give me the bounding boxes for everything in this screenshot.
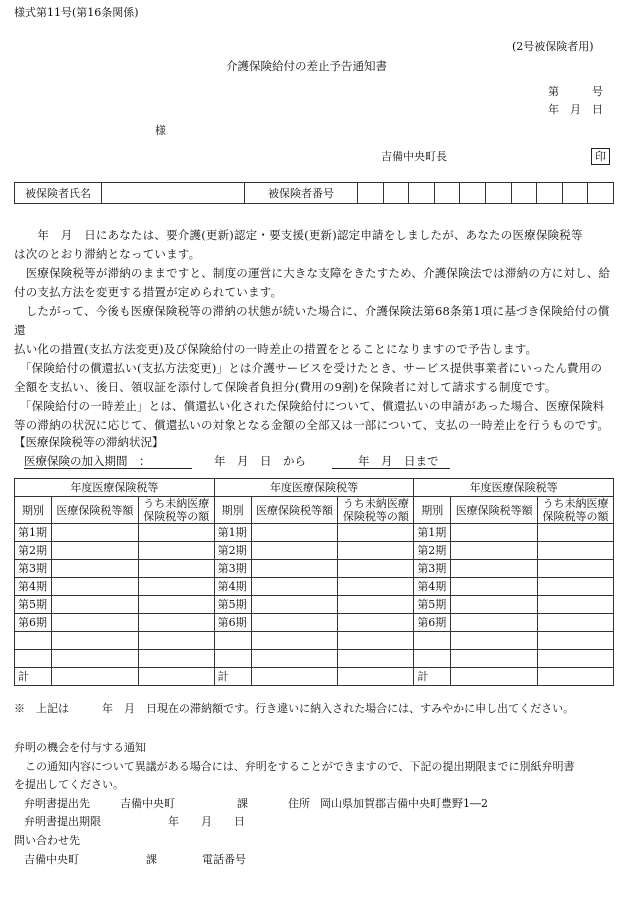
unpaid-amount-cell[interactable] (338, 542, 414, 560)
amount-cell[interactable] (51, 668, 138, 686)
unpaid-amount-cell[interactable] (338, 578, 414, 596)
period-label: 第2期 (214, 542, 251, 560)
period-label: 第4期 (214, 578, 251, 596)
period-label: 第1期 (214, 524, 251, 542)
amount-cell[interactable] (51, 542, 138, 560)
contact-section: 課 (146, 853, 157, 866)
insured-category: (2号被保険者用) (512, 40, 594, 53)
period-row (15, 560, 614, 578)
body-line: 「保険給付の一時差止」とは、償還払い化された保険給付について、償還払いの申請があった場合、医療保険料 (14, 399, 605, 413)
submission-destination-label: 弁明書提出先 (24, 797, 90, 810)
opportunity-heading: 弁明の機会を付与する通知 (14, 741, 146, 754)
period-label: 第6期 (15, 614, 52, 632)
col-unpaid-header: うち未納医療 保険税等の額 (538, 497, 614, 524)
col-amount-header: 医療保険税等額 (251, 497, 338, 524)
insured-name-field[interactable] (102, 183, 245, 204)
period-from: 年 月 日 から (214, 454, 306, 468)
period-label: 第1期 (15, 524, 52, 542)
seal-mark: 印 (591, 148, 610, 165)
insured-number-digit[interactable] (562, 183, 588, 204)
unpaid-amount-cell[interactable] (538, 632, 614, 650)
fiscal-year-header: 年度医療保険税等 (414, 479, 614, 497)
period-row (15, 578, 614, 596)
contact-phone-label: 電話番号 (202, 853, 246, 866)
addressee-suffix: 様 (155, 124, 166, 137)
insured-number-digit[interactable] (537, 183, 563, 204)
col-period-header: 期別 (214, 497, 251, 524)
insured-number-digit[interactable] (511, 183, 537, 204)
unpaid-amount-cell[interactable] (338, 650, 414, 668)
unpaid-amount-cell[interactable] (138, 650, 214, 668)
unpaid-amount-cell[interactable] (138, 614, 214, 632)
unpaid-amount-cell[interactable] (538, 614, 614, 632)
period-label: 第5期 (214, 596, 251, 614)
amount-cell[interactable] (451, 560, 538, 578)
period-label: 第3期 (15, 560, 52, 578)
fiscal-year-header: 年度医療保険税等 (15, 479, 215, 497)
unpaid-amount-cell[interactable] (338, 560, 414, 578)
period-row (15, 614, 614, 632)
amount-cell[interactable] (251, 596, 338, 614)
period-label (414, 632, 451, 650)
amount-cell[interactable] (51, 596, 138, 614)
amount-cell[interactable] (51, 578, 138, 596)
period-label: 第6期 (214, 614, 251, 632)
period-row (15, 596, 614, 614)
unpaid-amount-cell[interactable] (338, 632, 414, 650)
body-line: 等の滞納の状況に応じて、償還払いの対象となる金額の全部又は一部について、支払の一時差止を行うものです。 (14, 418, 610, 432)
body-line: 「保険給付の償還払い(支払方法変更)」とは介護サービスを受けたとき、サービス提供事業者にいったん費用の (14, 361, 603, 375)
period-label (214, 650, 251, 668)
unpaid-amount-cell[interactable] (138, 668, 214, 686)
body-line: 付の支払方法を変更する措置が定められています。 (14, 285, 283, 299)
unpaid-amount-cell[interactable] (138, 632, 214, 650)
insured-number-digit[interactable] (485, 183, 511, 204)
insured-number-digit[interactable] (358, 183, 384, 204)
body-line: 全額を支払い、後日、領収証を添付して保険者負担分(費用の9割)を保険者に対して請求する制度です。 (14, 380, 557, 394)
unpaid-amount-cell[interactable] (338, 614, 414, 632)
unpaid-amount-cell[interactable] (538, 560, 614, 578)
unpaid-amount-cell[interactable] (138, 524, 214, 542)
address-value: 岡山県加賀郡吉備中央町豊野1―2 (320, 797, 488, 810)
amount-cell[interactable] (451, 542, 538, 560)
unpaid-amount-cell[interactable] (538, 542, 614, 560)
amount-cell[interactable] (51, 524, 138, 542)
submission-town: 吉備中央町 (120, 797, 175, 810)
amount-cell[interactable] (251, 542, 338, 560)
amount-cell[interactable] (451, 524, 538, 542)
amount-cell[interactable] (251, 614, 338, 632)
total-label: 計 (15, 668, 52, 686)
arrears-status-table (14, 478, 614, 686)
amount-cell[interactable] (451, 614, 538, 632)
amount-cell[interactable] (251, 650, 338, 668)
col-amount-header: 医療保険税等額 (451, 497, 538, 524)
amount-cell[interactable] (451, 596, 538, 614)
enrollment-period (24, 454, 450, 469)
amount-cell[interactable] (51, 632, 138, 650)
insured-number-digit[interactable] (588, 183, 614, 204)
insured-id-table (14, 182, 614, 204)
body-line: 年 月 日にあなたは、要介護(更新)認定・要支援(更新)認定申請をしましたが、あなたの医療保険税等 (14, 228, 583, 242)
period-label: 第2期 (15, 542, 52, 560)
fiscal-year-header: 年度医療保険税等 (214, 479, 414, 497)
amount-cell[interactable] (251, 668, 338, 686)
period-label: 第5期 (414, 596, 451, 614)
period-label (15, 650, 52, 668)
period-label (15, 632, 52, 650)
body-line: 払い化の措置(支払方法変更)及び保険給付の一時差止の措置をとることになりますので予告します。 (14, 342, 538, 356)
deadline-label: 弁明書提出期限 (24, 815, 101, 828)
document-number: 第 号 (548, 85, 603, 98)
amount-cell[interactable] (251, 524, 338, 542)
deadline-date: 年 月 日 (168, 815, 245, 828)
period-label: 第1期 (414, 524, 451, 542)
col-amount-header: 医療保険税等額 (51, 497, 138, 524)
amount-cell[interactable] (251, 632, 338, 650)
unpaid-amount-cell[interactable] (538, 524, 614, 542)
opportunity-text-line: を提出してください。 (14, 778, 124, 791)
period-label: 第4期 (414, 578, 451, 596)
unpaid-amount-cell[interactable] (338, 596, 414, 614)
amount-cell[interactable] (51, 614, 138, 632)
submission-section: 課 (237, 797, 248, 810)
period-row (15, 542, 614, 560)
document-title: 介護保険給付の差止予告通知書 (226, 59, 387, 73)
total-label: 計 (414, 668, 451, 686)
unpaid-amount-cell[interactable] (338, 668, 414, 686)
unpaid-amount-cell[interactable] (138, 542, 214, 560)
opportunity-text-line: この通知内容について異議がある場合には、弁明をすることができますので、下記の提出期限までに別紙弁明書 (14, 760, 575, 773)
col-period-header: 期別 (15, 497, 52, 524)
period-label: 第5期 (15, 596, 52, 614)
body-line: は次のとおり滞納となっています。 (14, 247, 201, 261)
total-row (15, 668, 614, 686)
col-unpaid-header: うち未納医療 保険税等の額 (338, 497, 414, 524)
contact-heading: 問い合わせ先 (14, 834, 80, 847)
total-label: 計 (214, 668, 251, 686)
amount-cell[interactable] (451, 668, 538, 686)
period-label: 第6期 (414, 614, 451, 632)
amount-cell[interactable] (51, 560, 138, 578)
period-label (214, 632, 251, 650)
period-label: 第3期 (414, 560, 451, 578)
period-row (15, 650, 614, 668)
amount-cell[interactable] (451, 632, 538, 650)
unpaid-amount-cell[interactable] (538, 650, 614, 668)
notice-body (14, 226, 614, 435)
period-label: 第2期 (414, 542, 451, 560)
insured-number-digit[interactable] (460, 183, 486, 204)
insured-number-digit[interactable] (409, 183, 435, 204)
amount-cell[interactable] (251, 578, 338, 596)
unpaid-amount-cell[interactable] (538, 596, 614, 614)
period-label: 第3期 (214, 560, 251, 578)
unpaid-amount-cell[interactable] (138, 560, 214, 578)
address-label: 住所 (288, 797, 310, 810)
document-date: 年 月 日 (548, 103, 603, 116)
insured-number-digit[interactable] (383, 183, 409, 204)
period-row (15, 524, 614, 542)
period-to: 年 月 日まで (358, 454, 439, 468)
col-period-header: 期別 (414, 497, 451, 524)
form-number: 様式第11号(第16条関係) (14, 6, 139, 19)
body-line: 医療保険税等が滞納のままですと、制度の運営に大きな支障をきたすため、介護保険法では滞納の方に対し、給 (14, 266, 611, 280)
unpaid-amount-cell[interactable] (538, 578, 614, 596)
insured-name-label: 被保険者氏名 (15, 183, 102, 204)
amount-cell[interactable] (451, 650, 538, 668)
issuer-name: 吉備中央町長 (381, 150, 447, 163)
period-label: 第4期 (15, 578, 52, 596)
insured-number-label: 被保険者番号 (245, 183, 358, 204)
insured-number-digit[interactable] (434, 183, 460, 204)
unpaid-amount-cell[interactable] (538, 668, 614, 686)
period-label: 医療保険の加入期間 ： (24, 454, 151, 468)
unpaid-amount-cell[interactable] (338, 524, 414, 542)
unpaid-amount-cell[interactable] (138, 596, 214, 614)
amount-cell[interactable] (251, 560, 338, 578)
body-line: したがって、今後も医療保険税等の滞納の状態が続いた場合に、介護保険法第68条第1項に基づき保険給付の償還 (14, 304, 610, 337)
amount-cell[interactable] (51, 650, 138, 668)
unpaid-amount-cell[interactable] (138, 578, 214, 596)
amount-cell[interactable] (451, 578, 538, 596)
arrears-note: ※ 上記は 年 月 日現在の滞納額です。行き違いに納入された場合には、すみやかに申し出てください。 (14, 702, 575, 715)
contact-town: 吉備中央町 (24, 853, 79, 866)
col-unpaid-header: うち未納医療 保険税等の額 (138, 497, 214, 524)
status-heading: 【医療保険税等の滞納状況】 (14, 435, 164, 449)
period-label (414, 650, 451, 668)
period-row (15, 632, 614, 650)
